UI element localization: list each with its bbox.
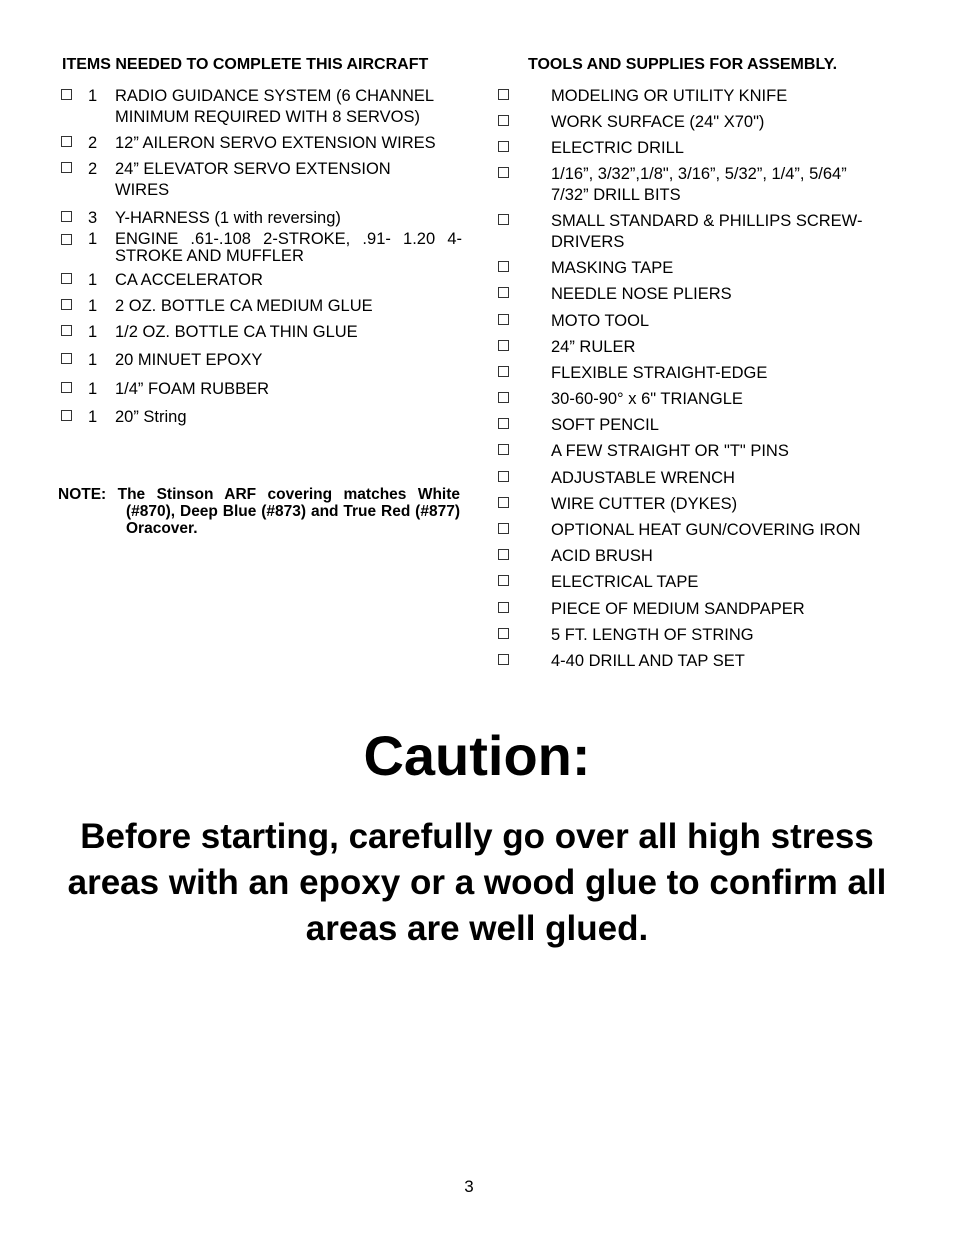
item-quantity: 1	[88, 297, 98, 315]
item-quantity: 1	[88, 271, 98, 289]
checkbox-icon	[498, 549, 509, 560]
list-item	[60, 133, 462, 154]
caution-message: Before starting, carefully go over all high stress areas with an epoxy or a wood glue to confirm all areas are well glued.	[67, 817, 887, 948]
checkbox-icon	[498, 214, 509, 225]
list-item	[60, 407, 462, 428]
list-item	[496, 572, 896, 593]
items-needed-section	[60, 56, 462, 428]
tool-text: PIECE OF MEDIUM SANDPAPER	[551, 600, 805, 618]
item-quantity: 1	[88, 87, 98, 105]
list-item	[60, 159, 462, 201]
item-text: 1/2 OZ. BOTTLE CA THIN GLUE	[115, 323, 358, 341]
checkbox-icon	[498, 366, 509, 377]
list-item	[496, 337, 896, 358]
item-text: CA ACCELERATOR	[115, 271, 263, 289]
list-item	[60, 270, 462, 291]
list-item	[496, 468, 896, 489]
item-quantity: 1	[88, 408, 98, 426]
checkbox-icon	[498, 340, 509, 351]
item-text: 1/4” FOAM RUBBER	[115, 380, 270, 398]
checkbox-icon	[61, 136, 72, 147]
checkbox-icon	[61, 382, 72, 393]
list-item	[60, 322, 462, 343]
item-text: 24” ELEVATOR SERVO EXTENSION WIRES	[115, 160, 391, 199]
item-quantity: 2	[88, 134, 98, 152]
checkbox-icon	[498, 418, 509, 429]
tool-text: WORK SURFACE (24" X70")	[551, 113, 765, 131]
checkbox-icon	[61, 89, 72, 100]
item-quantity: 1	[88, 351, 98, 369]
list-item	[496, 520, 896, 541]
tool-text: NEEDLE NOSE PLIERS	[551, 285, 732, 303]
checkbox-icon	[498, 602, 509, 613]
tool-text: MASKING TAPE	[551, 259, 674, 277]
tool-text: ELECTRICAL TAPE	[551, 573, 699, 591]
list-item	[60, 350, 462, 371]
list-item	[496, 415, 896, 436]
checkbox-icon	[498, 89, 509, 100]
item-quantity: 1	[88, 380, 98, 398]
list-item	[60, 86, 462, 128]
list-item	[60, 208, 462, 229]
checkbox-icon	[498, 497, 509, 508]
checkbox-icon	[498, 444, 509, 455]
checkbox-icon	[498, 141, 509, 152]
checkbox-icon	[61, 410, 72, 421]
tool-text: 24” RULER	[551, 338, 636, 356]
list-item	[496, 311, 896, 332]
checkbox-icon	[498, 261, 509, 272]
item-quantity: 1	[88, 230, 98, 248]
list-item	[496, 494, 896, 515]
item-text: 2 OZ. BOTTLE CA MEDIUM GLUE	[115, 297, 373, 315]
checkbox-icon	[61, 353, 72, 364]
list-item	[496, 651, 896, 672]
item-text: 20” String	[115, 408, 187, 426]
tool-text: FLEXIBLE STRAIGHT-EDGE	[551, 364, 768, 382]
checkbox-icon	[498, 471, 509, 482]
tool-text: ACID BRUSH	[551, 547, 653, 565]
tool-text: A FEW STRAIGHT OR "T" PINS	[551, 442, 789, 460]
checkbox-icon	[498, 523, 509, 534]
tool-text: 1/16”, 3/32”,1/8", 3/16”, 5/32”, 1/4”, 5/64” 7/32” DRILL BITS	[551, 165, 847, 204]
item-text: Y-HARNESS (1 with reversing)	[115, 209, 341, 227]
tool-text: ADJUSTABLE WRENCH	[551, 469, 735, 487]
tool-text: OPTIONAL HEAT GUN/COVERING IRON	[551, 521, 861, 539]
list-item	[496, 546, 896, 567]
checkbox-icon	[61, 299, 72, 310]
tool-text: WIRE CUTTER (DYKES)	[551, 495, 738, 513]
list-item	[496, 211, 896, 253]
tool-text: 5 FT. LENGTH OF STRING	[551, 626, 754, 644]
tool-text: ELECTRIC DRILL	[551, 139, 684, 157]
checkbox-icon	[498, 287, 509, 298]
item-text: ENGINE .61-.108 2-STROKE, .91- 1.20 4-STROKE AND MUFFLER	[115, 230, 462, 265]
list-item	[496, 284, 896, 305]
caution-heading: Caution:	[363, 724, 591, 787]
tools-supplies-section	[496, 56, 896, 672]
list-item	[496, 625, 896, 646]
list-item	[496, 86, 896, 107]
item-text: RADIO GUIDANCE SYSTEM (6 CHANNEL MINIMUM REQUIRED WITH 8 SERVOS)	[115, 87, 434, 126]
list-item	[496, 441, 896, 462]
item-text: 20 MINUET EPOXY	[115, 351, 263, 369]
list-item	[496, 389, 896, 410]
checkbox-icon	[498, 392, 509, 403]
list-item	[496, 363, 896, 384]
list-item	[496, 112, 896, 133]
page-number: 3	[464, 1177, 474, 1196]
covering-note: NOTE: The Stinson ARF covering matches White (#870), Deep Blue (#873) and True Red (#877) Oracover.	[58, 486, 460, 537]
checkbox-icon	[498, 628, 509, 639]
checkbox-icon	[498, 575, 509, 586]
tool-text: MODELING OR UTILITY KNIFE	[551, 87, 788, 105]
checkbox-icon	[61, 211, 72, 222]
checkbox-icon	[498, 314, 509, 325]
item-quantity: 1	[88, 323, 98, 341]
checkbox-icon	[498, 654, 509, 665]
item-text: 12” AILERON SERVO EXTENSION WIRES	[115, 134, 436, 152]
item-quantity: 3	[88, 209, 98, 227]
list-item	[60, 296, 462, 317]
item-quantity: 2	[88, 160, 98, 178]
checkbox-icon	[61, 325, 72, 336]
list-item	[60, 231, 462, 265]
list-item	[496, 258, 896, 279]
list-item	[496, 164, 896, 206]
checkbox-icon	[498, 167, 509, 178]
tool-text: 4-40 DRILL AND TAP SET	[551, 652, 745, 670]
tool-text: SOFT PENCIL	[551, 416, 659, 434]
tool-text: 30-60-90° x 6" TRIANGLE	[551, 390, 743, 408]
checkbox-icon	[61, 273, 72, 284]
checkbox-icon	[61, 162, 72, 173]
items-needed-title: ITEMS NEEDED TO COMPLETE THIS AIRCRAFT	[62, 56, 429, 73]
checkbox-icon	[498, 115, 509, 126]
tool-text: SMALL STANDARD & PHILLIPS SCREW-DRIVERS	[551, 212, 863, 251]
list-item	[60, 379, 462, 400]
list-item	[496, 138, 896, 159]
tools-supplies-title: TOOLS AND SUPPLIES FOR ASSEMBLY.	[528, 56, 838, 73]
tool-text: MOTO TOOL	[551, 312, 650, 330]
list-item	[496, 599, 896, 620]
checkbox-icon	[61, 234, 72, 245]
